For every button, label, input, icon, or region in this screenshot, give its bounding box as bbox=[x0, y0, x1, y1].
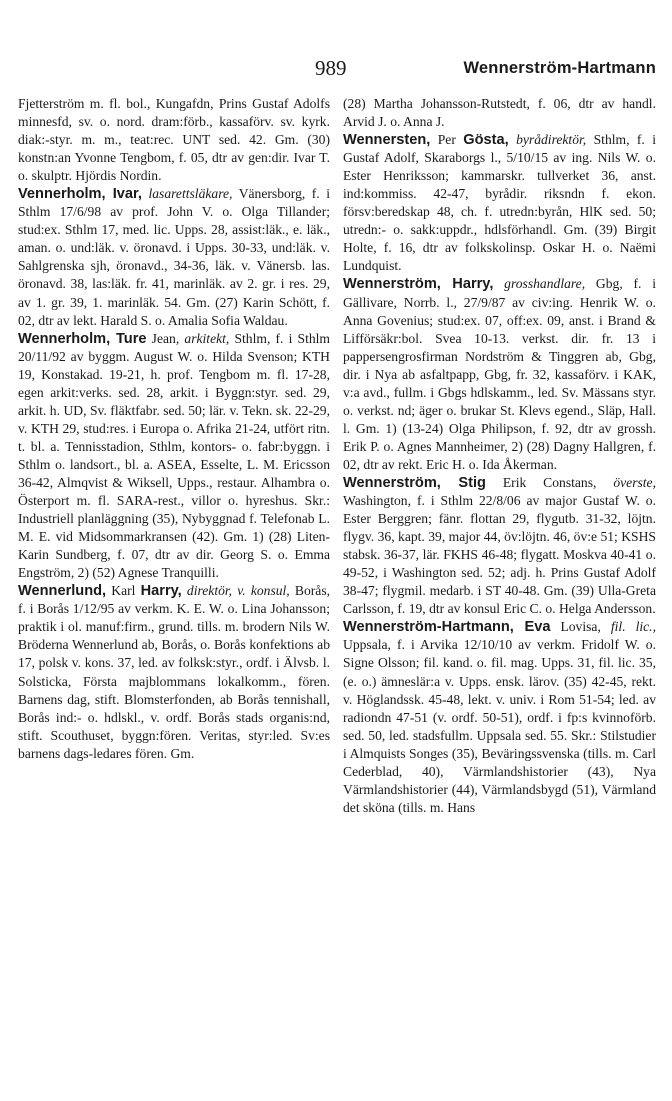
entry-text: Fjetterström m. fl. bol., Kungafdn, Prins Gustaf Adolfs minnesfd, sv. o. nord. dram:förb., kassaförv. sv. kyrk. diak:-styr. m. m., teat:rec. UNT sed. 42. Gm. (30) konstn:an Yvonne Tengbom, f. 05, dtr av gen:dir. Ivar T. o. skulptr. Hjördis Nordin. bbox=[18, 96, 330, 184]
entry-given-name: Per bbox=[437, 132, 456, 148]
entry-occupation: överste, bbox=[613, 474, 656, 490]
running-head: Wennerström-Hartmann bbox=[463, 59, 656, 77]
entry-given-name: Jean, bbox=[151, 330, 180, 346]
entry-occupation: grosshandlare, bbox=[504, 276, 586, 292]
entry-surname: Vennerholm, Ivar, bbox=[18, 186, 142, 203]
entry-vennerholm-ivar bbox=[18, 185, 330, 329]
entry-surname: Wennerlund, bbox=[18, 583, 107, 600]
entry-text: Sthlm, f. i Gustaf Adolf, Skaraborgs l., 5/10/15 av ing. Nils W. o. Ester Henriksson; kammarskr. tullverket 36, anst. ind:kommiss. 42-47, byrådir. riksndn f. ekon. försv:beredskap 48, ch. f. utredn:byrån, HlK sed. 50; utredn:- o. sakk:uppdr., hdlsförhandl. Gm. (39) Birgit Holte, f. 16, dtr av folkskolinsp. Oskar H. o. Naëmi Lundquist. bbox=[343, 132, 656, 274]
page-number: 989 bbox=[315, 56, 347, 80]
entry-text: Washington, f. i Sthlm 22/8/06 av major Gustaf W. o. Ester Berggren; fänr. flottan 29, flygutb. 31-32, löjtn. flygv. 36, kapt. 39, major 44, öv:löjtn. 46, öv:e 51; KSHS stabsk. 36-37, lär. FKHS 46-48; flygatt. Moskva 40-41 o. 49-52, i Washington sed. 52; adj. h. Prins Gustaf Adolf 38-47; flygmil. medarb. i ST 40-48. Gm. (39) Ulla-Greta Carlsson, f. 19, dtr av konsul Eric C. o. Helga Andersson. bbox=[343, 493, 656, 617]
entry-wennerlund-harry bbox=[18, 582, 330, 762]
entry-wennerstrom-harry bbox=[343, 275, 656, 474]
page-header bbox=[0, 52, 672, 88]
entry-text: Borås, f. i Borås 1/12/95 av verkm. K. E. W. o. Lina Johansson; praktik i ol. manuf:firm., grund. tills. m. brodern Nils W. Bröderna Wennerlund ab, Borås, o. Borås konfektions ab 17, polsk v. kons. 37, led. av folksk:styr., ordf. i Älvsb. l. Solsticka, Första majblommans lokalkomm., fören. Barnens dag, stift. Blomsterfonden, ab Borås tennishall, Borås ind:- o. hdlskl., v. ordf. Borås stads organis:nd, stift. Scouthuset, byggn:fören. Veritas, styr:led. Sv:es barnens dags-ledares fören. Gm. bbox=[18, 583, 331, 761]
entry-wennersten-gosta bbox=[343, 131, 656, 275]
left-column bbox=[18, 95, 330, 763]
entry-occupation: direktör, v. konsul, bbox=[186, 583, 290, 599]
entry-given-name: Erik Constans, bbox=[502, 474, 597, 490]
entry-surname: Wennerholm, Ture bbox=[18, 330, 147, 347]
entry-called-name: Gösta, bbox=[463, 132, 509, 149]
entry-text: Uppsala, f. i Arvika 12/10/10 av verkm. Fridolf W. o. Signe Olsson; fil. kand. o. fil. mag. Upps. 31, fil. lic. 35, (e. o.) ämneslär:a v. Upps. ensk. lärov. (35) 42-45, rekt. v. Höglandssk. 45-48, lekt. v. univ. i Rom 51-54; led. av radiondn 47-51 (v. ordf. 50-51), ordf. i fp:s kvinnoförb. sed. 50, led. stadsfullm. Uppsala sed. 55. Skr.: Stilstudier i Almquists Songes (35), Beväringssvenska (tills. m. Carl Cederblad, 40), Värmlandshistorier (43), Nya Värmlandshistorier (44), Värmlandsbygd (51), Värmland det sköna (tills. m. Hans bbox=[343, 637, 656, 815]
entry-occupation: fil. lic., bbox=[610, 619, 656, 635]
entry-wennerstrom-hartmann-eva bbox=[343, 618, 656, 817]
entry-surname: Wennerström-Hartmann, Eva bbox=[343, 619, 551, 636]
entry-text: (28) Martha Johansson-Rutstedt, f. 06, dtr av handl. Arvid J. o. Anna J. bbox=[343, 96, 656, 130]
entry-surname: Wennerström, Harry, bbox=[343, 276, 494, 293]
right-column bbox=[343, 95, 656, 817]
entry-occupation: byrådirektör, bbox=[516, 132, 587, 148]
entry-text: Sthlm, f. i Sthlm 20/11/92 av byggm. August W. o. Hilda Svenson; KTH 19, Konstakad. 19-21, h. prof. Tengbom m. fl. 17-28, egen arkit:verks. sed. 28, arkit. i Byggn:styr. sed. 29, arkit. h. UD, Sv. fläktfabr. sed. 50; lär. v. Tekn. sk. 22-29, v. KTH 29, stud:res. i Europa o. Afrika 21-24, utfört ritn. t. bl. a. Tennisstadion, Sthlm, kontors- o. fabr:byggn. i Sthlm o. landsort., bl. a. ASEA, Esselte, L. M. Ericsson 36-42, Almqvist & Wiksell, Upps., restaur. Alhambra o. Österport m. fl. SARA-rest., villor o. hyreshus. Skr.: Industriell planläggning (35), Nybyggnad f. Telefonab L. M. E. vid Midsommarkransen (42). Gm. 1) (28) Liten-Karin Sundberg, f. 07, dtr av dir. Georg S. o. Emma Engström, 2) (52) Agnese Tranquilli. bbox=[18, 330, 330, 581]
entry-wennerstrom-stig bbox=[343, 474, 656, 618]
entry-given-name: Karl bbox=[111, 583, 136, 599]
entry-continued bbox=[18, 95, 330, 185]
entry-text: Gbg, f. i Gällivare, Norrb. l., 27/9/87 av civ:ing. Henrik W. o. Anna Govenius; stud:ex. 07, off:ex. 09, anst. i Brand & Lifförsäkr:bol. Svea 10-13. verkst. dir. fr. 13 i pappersengrosfirman Nordström & Tinggren ab, Gbg, dir. i Nya ab asfaltpapp, Gbg, fr. 32, kassaförv. i KAK, v:a avd., fullm. i Gbgs hdlskamm., led. Sv. Mässans styr. o. verkst. nd; äger o. brukar St. Klevs egend., Släp, Hall. l. Gm. 1) (13-24) Olga Philipson, f. 92, dtr av grossh. Erik P. o. Agnes Mannheimer, 2) (28) Dagny Hallgren, f. 02, dtr av rekt. Eric H. o. Ida Åkerman. bbox=[343, 276, 656, 472]
entry-occupation: lasarettsläkare, bbox=[148, 186, 233, 202]
entry-called-name: Harry, bbox=[140, 583, 182, 600]
entry-wennerholm-ture bbox=[18, 330, 330, 583]
entry-text: Vänersborg, f. i Sthlm 17/6/98 av prof. John V. o. Olga Tillander; stud:ex. Sthlm 17, med. lic. Upps. 28, assist:läk., e. läk., aman. o. und:läk. v. öronavd. i Upps. 30-33, und:läk. v. Sahlgrenska sjh, öronavd., 34-36, läk. v. Vänersb. las. öronavd. 38, las:läk. fr. 41, marinläk. av 2. gr. i res. 29, av 1. gr. 39, 1. marinläk. 54. Gm. (27) Karin Schött, f. 02, dtr av lekt. Harald S. o. Amalia Sofia Waldau. bbox=[18, 186, 330, 328]
entry-given-name: Lovisa, bbox=[560, 619, 601, 635]
entry-surname: Wennersten, bbox=[343, 132, 431, 149]
entry-surname: Wennerström, Stig bbox=[343, 474, 486, 491]
entry-occupation: arkitekt, bbox=[184, 330, 230, 346]
entry-continued bbox=[343, 95, 656, 131]
